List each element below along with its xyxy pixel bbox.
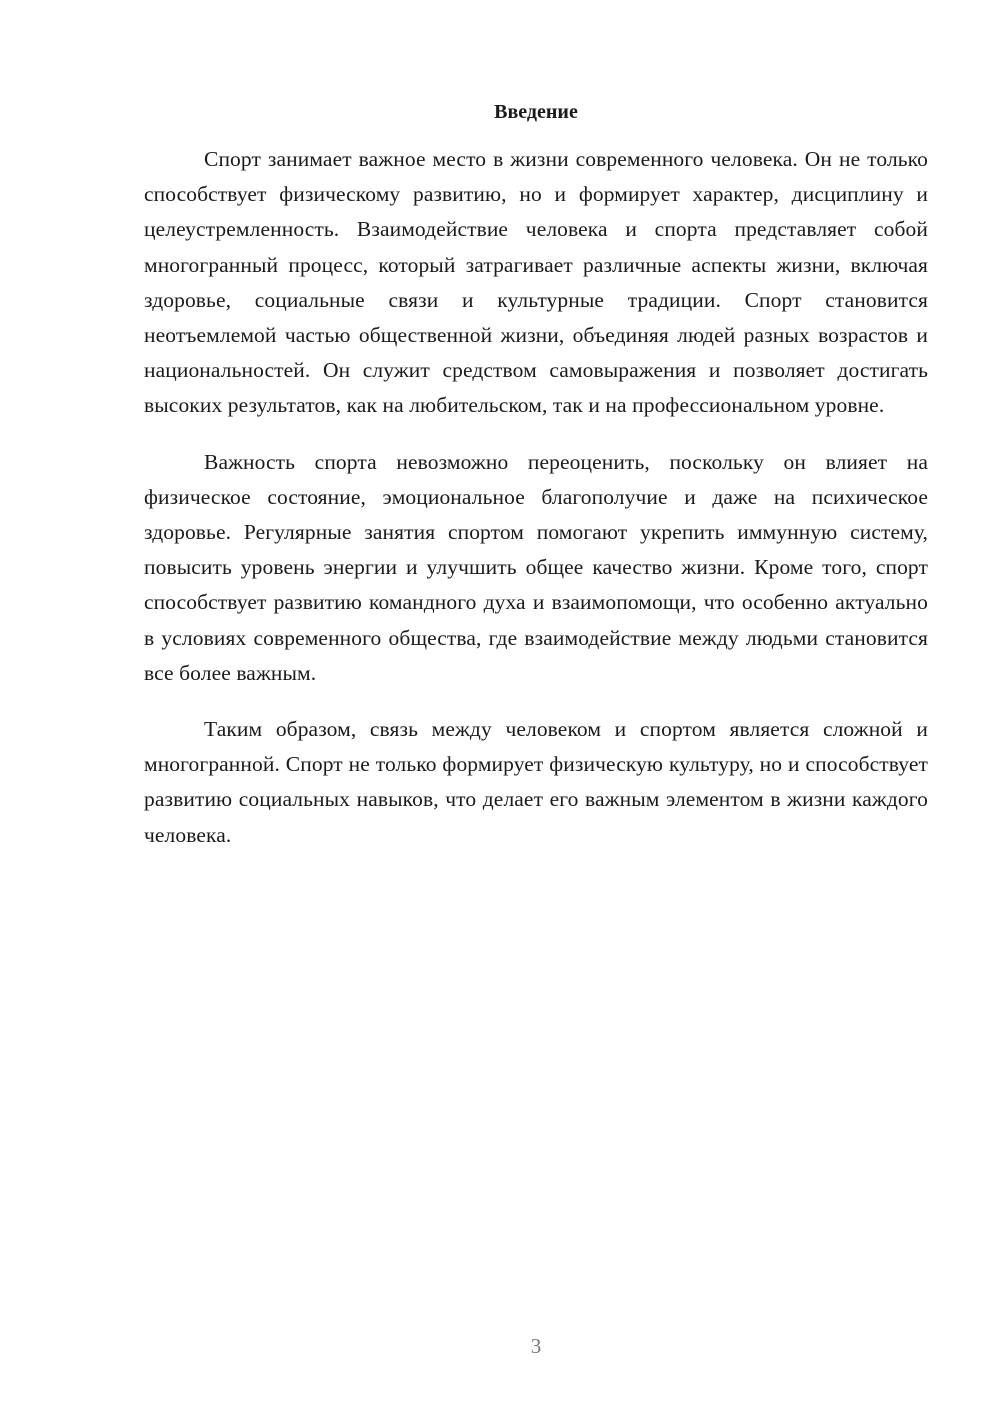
paragraph-2: Важность спорта невозможно переоценить, поскольку он влияет на физическое состояние, эмоциональное благополучие и даже на психическое здоровье. Регулярные занятия спортом помогают укрепить иммунную систему, повысить уровень энергии и улучшить общее качество жизни. Кроме того, спорт способствует развитию командного духа и взаимопомощи, что особенно актуально в условиях современного общества, где взаимодействие между людьми становится все более важным. <box>144 449 928 685</box>
paragraph-3: Таким образом, связь между человеком и спортом является сложной и многогранной. Спорт не только формирует физическую культуру, но и способствует развитию социальных навыков, что делает его важным элементом в жизни каждого человека. <box>144 717 928 847</box>
body-text <box>144 142 928 874</box>
paragraph-1: Спорт занимает важное место в жизни современного человека. Он не только способствует физическому развитию, но и формирует характер, дисциплину и целеустремленность. Взаимодействие человека и спорта представляет собой многогранный процесс, который затрагивает различные аспекты жизни, включая здоровье, социальные связи и культурные традиции. Спорт становится неотъемлемой частью общественной жизни, объединяя людей разных возрастов и национальностей. Он служит средством самовыражения и позволяет достигать высоких результатов, как на любительском, так и на профессиональном уровне. <box>144 147 928 418</box>
section-heading: Введение <box>494 101 578 123</box>
page-number: 3 <box>530 1334 542 1358</box>
